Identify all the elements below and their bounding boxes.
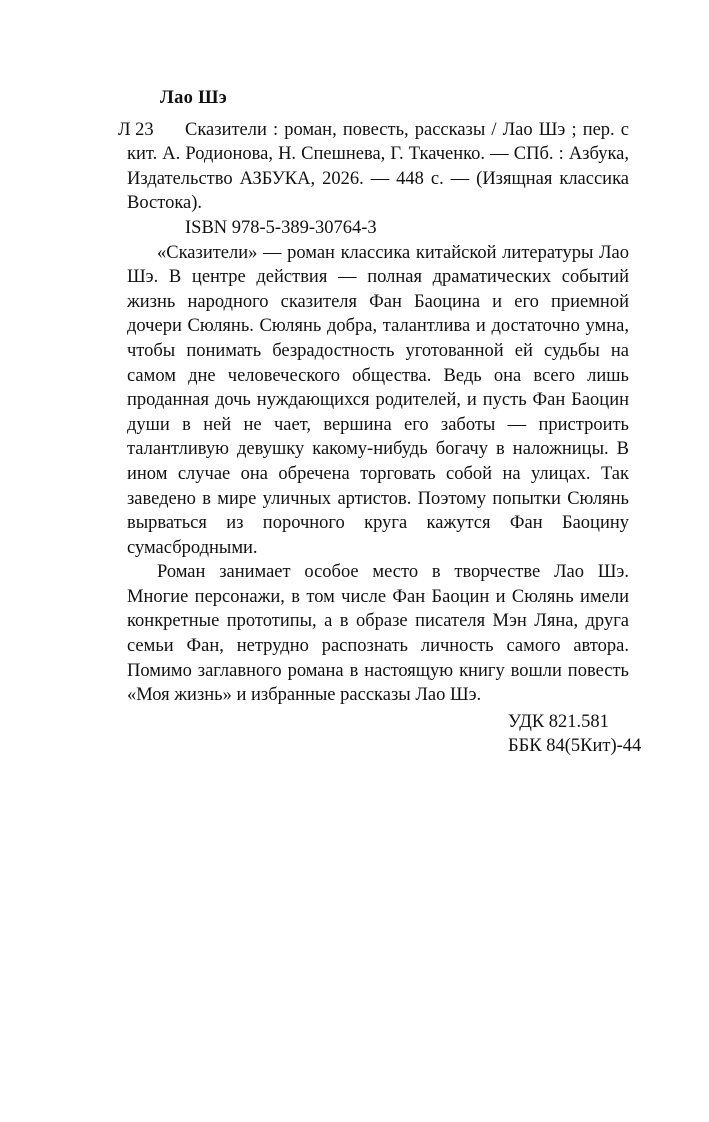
udk-code: УДК 821.581 — [508, 711, 609, 732]
bibliographic-record — [118, 118, 629, 216]
bibliographic-entry: Сказители : роман, повесть, рассказы / Лао Шэ ; пер. с кит. А. Родионова, Н. Спешнева, Г. Ткаченко. — СПб. : Азбука, Издательство АЗБУКА, 2026. — 448 с. — (Изящная классика Востока). — [127, 119, 629, 214]
annotation-paragraph-2: Роман занимает особое место в творчестве Лао Шэ. Многие персонажи, в том числе Фан Баоцин и Сюлянь имели конкретные прототипы, а в образе писателя Мэн Ляна, друга семьи Фан, нетрудно распознать личность самого автора. Помимо заглавного романа в настоящую книгу вошли повесть «Моя жизнь» и избранные рассказы Лао Шэ. — [127, 562, 629, 706]
isbn: ISBN 978-5-389-30764-3 — [185, 217, 377, 238]
catalog-code: Л 23 — [118, 119, 154, 140]
bbk-code: ББК 84(5Кит)-44 — [508, 736, 642, 757]
annotation-paragraph-1: «Сказители» — роман классика китайской литературы Лао Шэ. В центре действия — полная драматических событий жизнь народного сказителя Фан Баоцина и его приемной дочери Сюлянь. Сюлянь добра, талантлива и достаточно умна, чтобы понимать безрадостность уготованной ей судьбы на самом дне человеческого общества. Ведь она всего лишь проданная дочь нуждающихся родителей, и пусть Фан Баоцин души в ней не чает, вершина его заботы — пристроить талантливую девушку какому-нибудь богачу в наложницы. В ином случае она обречена торговать собой на улицах. Так заведено в мире уличных артистов. Поэтому попытки Сюлянь вырваться из порочного круга кажутся Фан Баоцину сумасбродными. — [127, 242, 629, 558]
author-heading: Лао Шэ — [160, 88, 228, 108]
classification-codes — [127, 710, 642, 759]
imprint-text-block — [118, 86, 642, 759]
